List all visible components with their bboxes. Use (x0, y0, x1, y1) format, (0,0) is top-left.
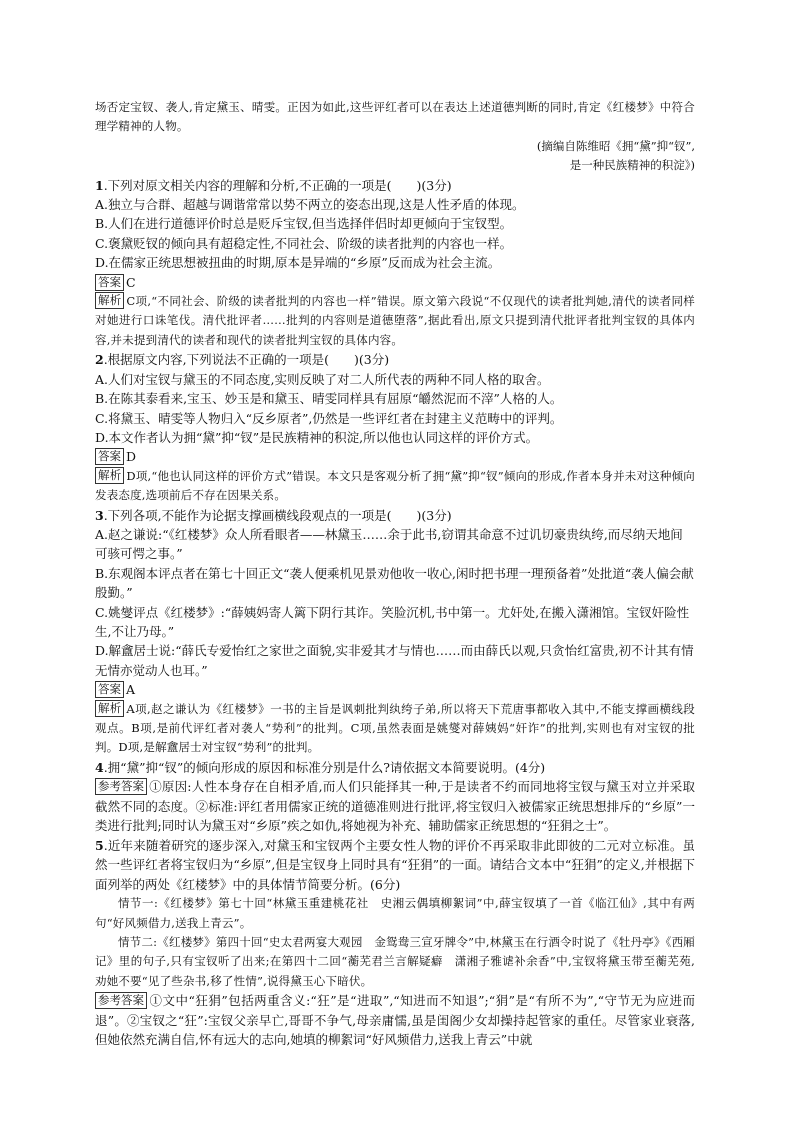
answer-label: 答案 (95, 681, 124, 698)
question-4 (95, 758, 695, 777)
question-stem: .下列各项,不能作为论据支撑画横线段观点的一项是( )(3分) (103, 507, 452, 523)
answer-value: D (126, 449, 137, 465)
question-2 (95, 350, 695, 369)
q2-option-c: C.将黛玉、晴雯等人物归入“反乡原者”,仍然是一些评红者在封建主义范畴中的评判。 (95, 410, 563, 426)
answer-label: 答案 (95, 448, 124, 465)
q3-analysis (95, 700, 695, 758)
q1-answer (95, 273, 695, 292)
q4-reference-answer (95, 777, 695, 836)
answer-value: C (126, 274, 136, 290)
answer-value: A (126, 682, 136, 698)
analysis-text: C项,“不同社会、阶级的读者批判的内容也一样”错误。原文第六段说“不仅现代的读者批判她,清代的读者同样对她进行口诛笔伐。清代批评者……批判的内容则是道德堕落”,据此看出,原文只提到清代批评者批判宝钗的具体内容,并未提到清代的读者和现代的读者批判宝钗的具体内容。 (95, 294, 695, 347)
source-citation-line1: (摘编自陈维昭《拥“黛”抑“钗”, (536, 138, 695, 153)
analysis-label: 解析 (95, 467, 124, 484)
q1-option-a: A.独立与合群、超越与调谐常常以势不两立的姿态出现,这是人性矛盾的体现。 (95, 197, 525, 213)
reference-answer-text: ①原因:人性本身存在自相矛盾,而人们只能择其一种,于是读者不约而同地将宝钗与黛玉对立并采取截然不同的态度。②标准:评红者用儒家正统的道德准则进行批评,将宝钗归入被儒家正统思想排斥的“乡原”一类进行批判;同时认为黛玉对“乡原”疾之如仇,将她视为补充、辅助儒家正统思想的“狂狷之士”。 (95, 779, 695, 834)
q2-answer (95, 447, 695, 466)
q2-analysis (95, 467, 695, 506)
intro-paragraph: 场否定宝钗、袭人,肯定黛玉、晴雯。正因为如此,这些评红者可以在表达上述道德判断的同时,肯定《红楼梦》中符合理学精神的人物。 (95, 100, 695, 134)
q3-option-d: D.解盦居士说:“薛氏专爱怡红之家世之面貌,实非爱其才与情也……而由薛氏以观,只贪怡红富贵,初不计其有情无情亦觉动人也耳。” (95, 643, 694, 678)
q5-reference-answer (95, 991, 695, 1050)
question-number: 1 (95, 177, 104, 193)
q5-plot-2: 情节二:《红楼梦》第四十回“史太君两宴大观园 金鸳鸯三宣牙牌令”中,林黛玉在行酒令时说了《牡丹亭》《西厢记》里的句子,只有宝钗听了出来;在第四十二回“蘅芜君兰言解疑癖 潇湘子雅谑补余香”中,宝钗将黛玉带至蘅芜苑,劝她不要“见了些杂书,移了性情”,说得黛玉心下暗伏。 (95, 935, 695, 988)
document-page (95, 98, 695, 1050)
q5-plot-1: 情节一:《红楼梦》第七十回“林黛玉重建桃花社 史湘云偶填柳絮词”中,薛宝钗填了一首《临江仙》,其中有两句“好风频借力,送我上青云”。 (95, 896, 695, 930)
answer-label: 答案 (95, 274, 124, 291)
q3-answer (95, 680, 695, 699)
q3-option-a: A.赵之谦说:“《红楼梦》众人所看眼者——林黛玉……余于此书,窃谓其命意不过讥切豪贵纨绔,而尽纳天地间可骇可愕之事。” (95, 526, 683, 562)
source-citation-line2: 是一种民族精神的积淀》) (569, 158, 695, 173)
q3-option-b: B.东观阁本评点者在第七十回正文“袭人便乘机见景劝他收一收心,闲时把书理一理预备着”处批道“袭人偏会献殷勤。” (95, 565, 694, 601)
question-number: 2 (95, 352, 104, 368)
reference-answer-label: 参考答案 (95, 992, 147, 1009)
question-number: 5 (95, 838, 104, 853)
question-stem: .根据原文内容,下列说法不正确的一项是( )(3分) (103, 352, 390, 368)
q1-option-c: C.褒黛贬钗的倾向具有超稳定性,不同社会、阶级的读者批判的内容也一样。 (95, 235, 513, 251)
analysis-text: D项,“他也认同这样的评价方式”错误。本文只是客观分析了拥“黛”抑“钗”倾向的形成,作者本身并未对这种倾向发表态度,选项前后不存在因果关系。 (95, 468, 695, 503)
question-stem: .近年来随着研究的逐步深入,对黛玉和宝钗两个主要女性人物的评价不再采取非此即彼的二元对立标准。虽然一些评红者将宝钗归为“乡原”,但是宝钗身上同时具有“狂狷”的一面。请结合文本中“狂狷”的定义,并根据下面列举的两处《红楼梦》中的具体情节简要分析。(6分) (95, 838, 695, 892)
reference-answer-label: 参考答案 (95, 778, 147, 795)
q1-option-d: D.在儒家正统思想被扭曲的时期,原本是异端的“乡原”反而成为社会主流。 (95, 255, 501, 271)
question-3 (95, 506, 695, 525)
question-number: 4 (95, 759, 104, 775)
question-stem: .下列对原文相关内容的理解和分析,不正确的一项是( )(3分) (103, 177, 452, 193)
question-5 (95, 836, 695, 894)
q2-option-a: A.人们对宝钗与黛玉的不同态度,实则反映了对二人所代表的两种不同人格的取舍。 (95, 371, 550, 387)
q2-option-b: B.在陈其泰看来,宝玉、妙玉是和黛玉、晴雯同样具有屈原“皭然泥而不滓”人格的人。 (95, 391, 563, 407)
q2-option-d: D.本文作者认为拥“黛”抑“钗”是民族精神的积淀,所以他也认同这样的评价方式。 (95, 429, 539, 445)
question-1 (95, 176, 695, 195)
q3-option-c: C.姚燮评点《红楼梦》:“薛姨妈寄人篱下阴行其诈。笑脸沉机,书中第一。尤奸处,在搬入潇湘馆。宝钗奸险性生,不让乃母。” (95, 604, 690, 639)
question-number: 3 (95, 507, 104, 523)
question-stem: .拥“黛”抑“钗”的倾向形成的原因和标准分别是什么?请依据文本简要说明。(4分) (103, 759, 546, 775)
analysis-text: A项,赵之谦认为《红楼梦》一书的主旨是讽刺批判纨绔子弟,所以将天下荒唐事都收入其中,不能支撑画横线段观点。B项,是前代评红者对袭人“势利”的批判。C项,虽然表面是姚燮对薛姨妈“奸诈”的批判,实则也有对宝钗的批判。D项,是解盦居士对宝钗“势利”的批判。 (95, 701, 695, 755)
analysis-label: 解析 (95, 292, 124, 309)
q1-analysis (95, 292, 695, 350)
analysis-label: 解析 (95, 700, 124, 717)
q1-option-b: B.人们在进行道德评价时总是贬斥宝钗,但当选择伴侣时却更倾向于宝钗型。 (95, 216, 513, 232)
reference-answer-text: ①文中“狂狷”包括两重含义:“狂”是“进取”,“知进而不知退”;“狷”是“有所不为”,“守节无为应进而退”。②宝钗之“狂”:宝钗父亲早亡,哥哥不争气,母亲庸懦,虽是闺阁少女却操持起管家的重任。尽管家业衰落,但她依然充满自信,怀有远大的志向,她填的柳絮词“好风频借力,送我上青云”中就 (95, 993, 695, 1048)
